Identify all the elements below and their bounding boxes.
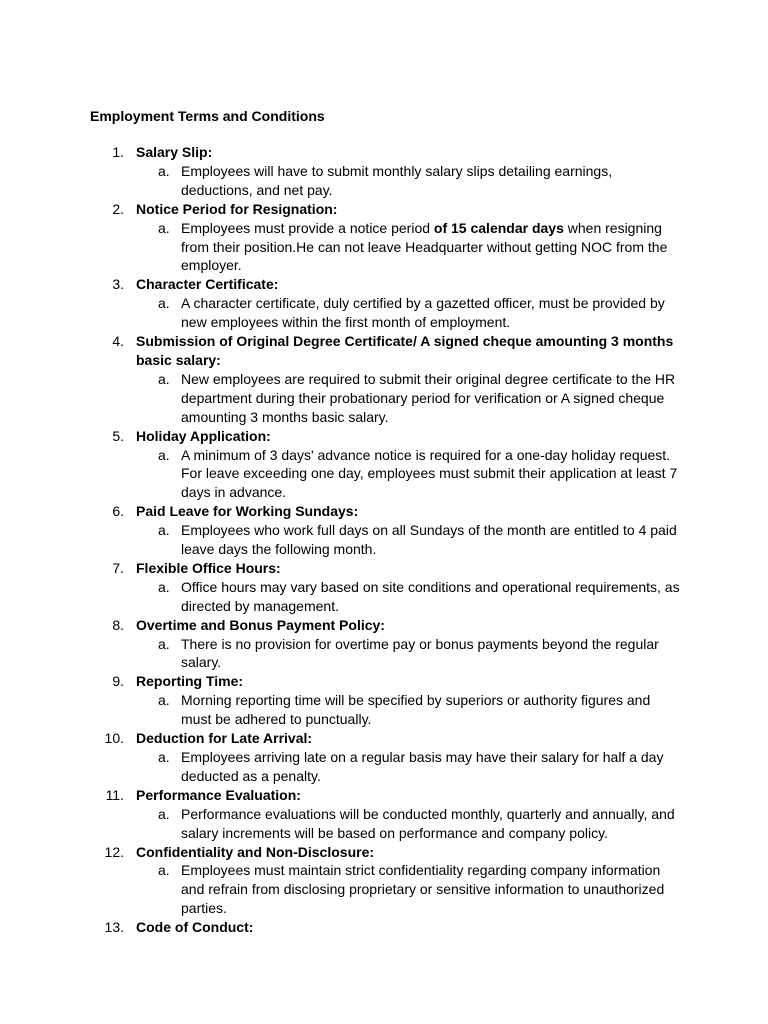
sub-item-marker: a. bbox=[158, 370, 170, 387]
list-item-heading: Submission of Original Degree Certificate/ A signed cheque amounting 3 months basic salary: bbox=[136, 333, 674, 368]
sub-item bbox=[0, 691, 768, 729]
list-item bbox=[0, 786, 768, 843]
sub-item-marker: a. bbox=[158, 635, 170, 652]
sub-item bbox=[0, 446, 768, 503]
sub-item-text bbox=[181, 219, 681, 276]
list-item-number: 13. bbox=[104, 919, 124, 936]
sub-item-text-part: Employees must provide a notice period bbox=[181, 219, 434, 236]
sub-item-text: Performance evaluations will be conducted monthly, quarterly and annually, and salary increments will be based on performance and company policy. bbox=[181, 805, 675, 841]
sub-item-text-part: when resigning from their position.He can not leave Headquarter without getting NOC from the employer. bbox=[181, 219, 668, 274]
sub-item-marker: a. bbox=[158, 578, 170, 595]
list-item bbox=[0, 427, 768, 503]
list-item bbox=[0, 843, 768, 919]
list-item-number: 4. bbox=[112, 333, 124, 350]
sub-item-text: Employees who work full days on all Sundays of the month are entitled to 4 paid leave days the following month. bbox=[181, 522, 677, 558]
sub-item bbox=[0, 219, 768, 276]
sub-item-marker: a. bbox=[158, 862, 170, 879]
list-item-number: 12. bbox=[104, 843, 124, 860]
list-item-number: 5. bbox=[112, 427, 124, 444]
sub-item-text: A minimum of 3 days' advance notice is required for a one-day holiday request. For leave exceeding one day, employees must submit their application at least 7 days in advance. bbox=[181, 446, 678, 501]
list-item-number: 6. bbox=[112, 503, 124, 520]
sub-item bbox=[0, 370, 768, 427]
list-item-number: 8. bbox=[112, 616, 124, 633]
sub-item-marker: a. bbox=[158, 446, 170, 463]
list-item-heading: Paid Leave for Working Sundays: bbox=[136, 503, 359, 520]
sub-item-text: Employees must maintain strict confidentiality regarding company information and refrain from disclosing proprietary or sensitive information to unauthorized parties. bbox=[181, 862, 665, 917]
terms-list bbox=[0, 143, 768, 937]
list-item bbox=[0, 918, 768, 937]
list-item-number: 9. bbox=[112, 673, 124, 690]
sub-item-text: Employees arriving late on a regular basis may have their salary for half a day deducted as a penalty. bbox=[181, 749, 664, 784]
list-item-number: 3. bbox=[112, 276, 124, 293]
sub-item-text: Employees will have to submit monthly salary slips detailing earnings, deductions, and net pay. bbox=[181, 162, 613, 198]
sub-item bbox=[0, 635, 768, 673]
sub-item-text: A character certificate, duly certified by a gazetted officer, must be provided by new employees within the first month of employment. bbox=[181, 295, 665, 331]
document-title: Employment Terms and Conditions bbox=[90, 108, 325, 124]
list-item-number: 2. bbox=[112, 200, 124, 217]
sub-item bbox=[0, 578, 768, 616]
list-item-number: 1. bbox=[112, 144, 124, 160]
sub-item-text: There is no provision for overtime pay or bonus payments beyond the regular salary. bbox=[181, 635, 659, 671]
list-item-heading: Deduction for Late Arrival: bbox=[136, 730, 313, 747]
list-item-heading: Confidentiality and Non-Disclosure: bbox=[136, 843, 375, 860]
list-item-heading: Code of Conduct: bbox=[136, 919, 254, 936]
sub-item-text: New employees are required to submit their original degree certificate to the HR department during their probationary period for verification or A signed cheque amounting 3 months basic salary. bbox=[181, 370, 676, 425]
list-item bbox=[0, 143, 768, 200]
list-item-heading: Flexible Office Hours: bbox=[136, 559, 281, 576]
list-item bbox=[0, 729, 768, 786]
sub-item-text: Office hours may vary based on site conditions and operational requirements, as directed by management. bbox=[181, 578, 680, 614]
list-item-heading: Holiday Application: bbox=[136, 427, 271, 444]
list-item bbox=[0, 200, 768, 276]
sub-item-marker: a. bbox=[158, 692, 170, 709]
sub-item bbox=[0, 805, 768, 843]
list-item bbox=[0, 502, 768, 559]
sub-item-text: Morning reporting time will be specified by superiors or authority figures and must be adhered to punctually. bbox=[181, 692, 651, 728]
list-item bbox=[0, 559, 768, 616]
list-item-heading: Notice Period for Resignation: bbox=[136, 200, 338, 217]
sub-item-marker: a. bbox=[158, 805, 170, 822]
list-item bbox=[0, 332, 768, 427]
list-item-heading: Character Certificate: bbox=[136, 276, 279, 293]
list-item bbox=[0, 275, 768, 332]
sub-item-text-emphasis: of 15 calendar days bbox=[433, 219, 564, 236]
list-item-number: 11. bbox=[105, 786, 124, 803]
list-item-heading: Performance Evaluation: bbox=[136, 786, 301, 803]
list-item-heading: Overtime and Bonus Payment Policy: bbox=[136, 616, 385, 633]
sub-item bbox=[0, 748, 768, 786]
sub-item bbox=[0, 521, 768, 559]
list-item bbox=[0, 616, 768, 673]
list-item-heading: Reporting Time: bbox=[136, 673, 244, 690]
list-item-number: 7. bbox=[112, 559, 124, 576]
sub-item bbox=[0, 294, 768, 332]
sub-item-marker: a. bbox=[158, 219, 170, 236]
sub-item bbox=[0, 162, 768, 200]
list-item-number: 10. bbox=[104, 730, 124, 747]
sub-item-marker: a. bbox=[158, 522, 170, 539]
sub-item-marker: a. bbox=[158, 295, 170, 312]
sub-item-marker: a. bbox=[158, 749, 170, 765]
sub-item bbox=[0, 861, 768, 918]
list-item bbox=[0, 672, 768, 729]
list-item-heading: Salary Slip: bbox=[136, 144, 213, 160]
sub-item-marker: a. bbox=[158, 162, 170, 179]
